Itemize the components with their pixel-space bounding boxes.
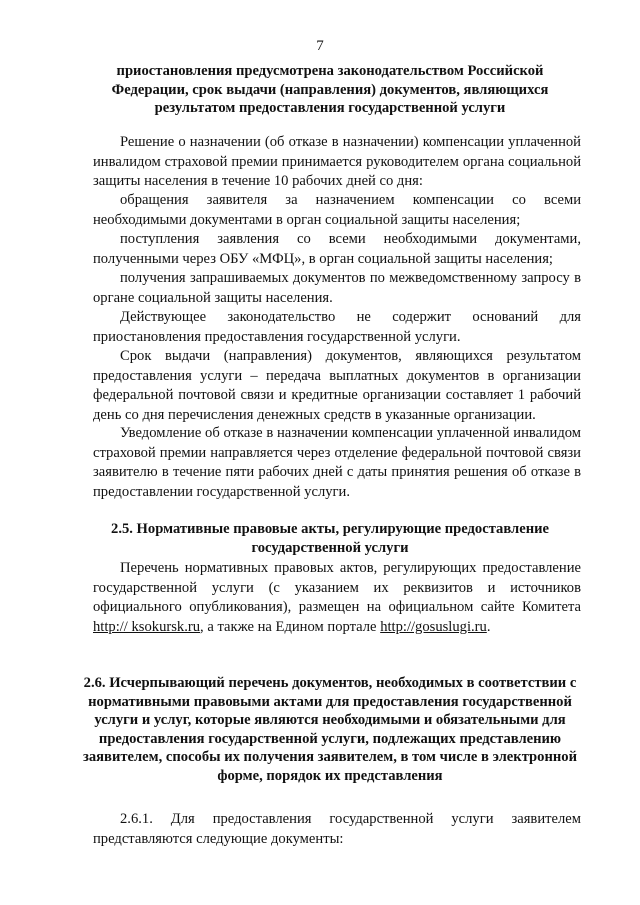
gosuslugi-portal-link[interactable]: http://gosuslugi.ru [380, 618, 487, 635]
paragraph-applicant-request: обращения заявителя за назначением компенсации со всеми необходимыми документами в орган социальной защиты населения; [93, 192, 581, 228]
paragraph-interagency-request: получения запрашиваемых документов по межведомственному запросу в органе социальной защиты населения. [93, 270, 581, 306]
paragraph-decision-term: Решение о назначении (об отказе в назначении) компенсации уплаченной инвалидом страховой премии принимается руководителем органа социальной защиты населения в течение 10 рабочих дней со дня: [93, 134, 581, 189]
paragraph-delivery-term: Срок выдачи (направления) документов, являющихся результатом предоставления услуги – передача выплатных документов в организации федеральной почтовой связи и кредитные организации составляет 1 рабочий день со дня перечисления денежных средств в указанные организации. [93, 348, 581, 423]
section-2-5-heading: 2.5. Нормативные правовые акты, регулирующие предоставление государственной услуги [111, 521, 549, 556]
section-2-5-text: Перечень нормативных правовых актов, регулирующих предоставление государственной услуги (с указанием их реквизитов и источников официального опубликования), размещен на официальном сайте Комитета [93, 560, 581, 615]
paragraph-mfc-request: поступления заявления со всеми необходимыми документами, полученными через ОБУ «МФЦ», в орган социальной защиты населения; [93, 231, 581, 267]
paragraph-no-suspension: Действующее законодательство не содержит оснований для приостановления предоставления государственной услуги. [93, 309, 581, 345]
section-2-5-text-between: , а также на Едином портале [200, 618, 381, 635]
paragraph-refusal-notice: Уведомление об отказе в назначении компенсации уплаченной инвалидом страховой премии направляется через отделение федеральной почтовой связи заявителю в течение пяти рабочих дней с даты принятия решения об отказе в предоставлении государственной услуги. [93, 425, 581, 500]
section-2-6-1-paragraph: 2.6.1. Для предоставления государственной услуги заявителем представляются следующие документы: [93, 811, 581, 847]
page-number: 7 [316, 38, 324, 54]
intro-heading: приостановления предусмотрена законодательством Российской Федерации, срок выдачи (направления) документов, являющихся результатом предоставления государственной услуги [111, 63, 549, 116]
section-2-6-heading: 2.6. Исчерпывающий перечень документов, необходимых в соответствии с нормативными правовыми актами для предоставления государственной услуги и услуг, которые являются необходимыми и обязательными для предоставления государственной услуги, подлежащих представлению заявителем, способы их получения заявителем, в том числе в электронной форме, порядок их представления [83, 675, 577, 784]
committee-site-link[interactable]: http:// ksokursk.ru [93, 618, 201, 635]
section-2-5-text-end: . [486, 618, 491, 635]
section-2-5-paragraph [93, 559, 581, 637]
